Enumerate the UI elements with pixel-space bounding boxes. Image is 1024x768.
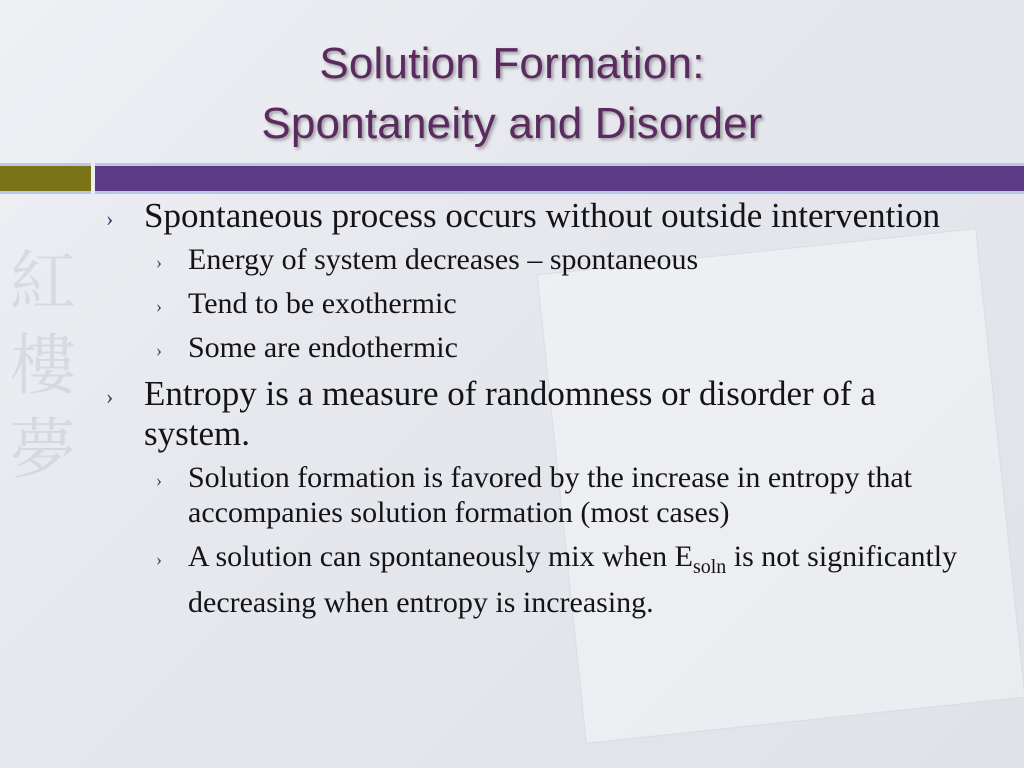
slide-body bbox=[0, 196, 1024, 629]
bullet-text: Solution formation is favored by the increase in entropy that accompanies solution formation (most cases) bbox=[188, 461, 912, 529]
bullet-arrow-icon: › bbox=[106, 206, 114, 231]
bullet-level2 bbox=[0, 286, 1024, 321]
bullet-text: Tend to be exothermic bbox=[188, 287, 457, 320]
title-line-2: Spontaneity and Disorder bbox=[261, 99, 763, 148]
bullet-level2 bbox=[0, 330, 1024, 365]
background-calligraphy: 紅 樓 夢 bbox=[10, 243, 76, 488]
bullet-arrow-icon: › bbox=[106, 384, 114, 409]
bullet-arrow-icon: › bbox=[156, 252, 162, 272]
bullet-text-before: A solution can spontaneously mix when E bbox=[188, 540, 693, 573]
title-band bbox=[95, 163, 1024, 194]
bullet-arrow-icon: › bbox=[156, 340, 162, 360]
bullet-text: Entropy is a measure of randomness or disorder of a system. bbox=[144, 374, 876, 453]
bullet-level2 bbox=[0, 460, 1024, 530]
bullet-arrow-icon: › bbox=[156, 296, 162, 316]
bullet-text: Spontaneous process occurs without outside intervention bbox=[144, 196, 941, 235]
bullet-text: Energy of system decreases – spontaneous bbox=[188, 243, 699, 276]
bullet-text: Some are endothermic bbox=[188, 331, 458, 364]
bullet-level1 bbox=[0, 196, 1024, 236]
title-band-accent bbox=[0, 163, 91, 194]
bullet-level2 bbox=[0, 242, 1024, 277]
subscript-soln: soln bbox=[692, 556, 727, 578]
bullet-level1 bbox=[0, 374, 1024, 454]
bullet-arrow-icon: › bbox=[156, 549, 162, 569]
title-line-1: Solution Formation: bbox=[319, 39, 705, 88]
bullet-text-after: is not significantly decreasing when entropy is increasing. bbox=[188, 540, 958, 619]
bullet-arrow-icon: › bbox=[156, 470, 162, 490]
slide-title bbox=[0, 34, 1024, 154]
bullet-level2 bbox=[0, 539, 1024, 620]
